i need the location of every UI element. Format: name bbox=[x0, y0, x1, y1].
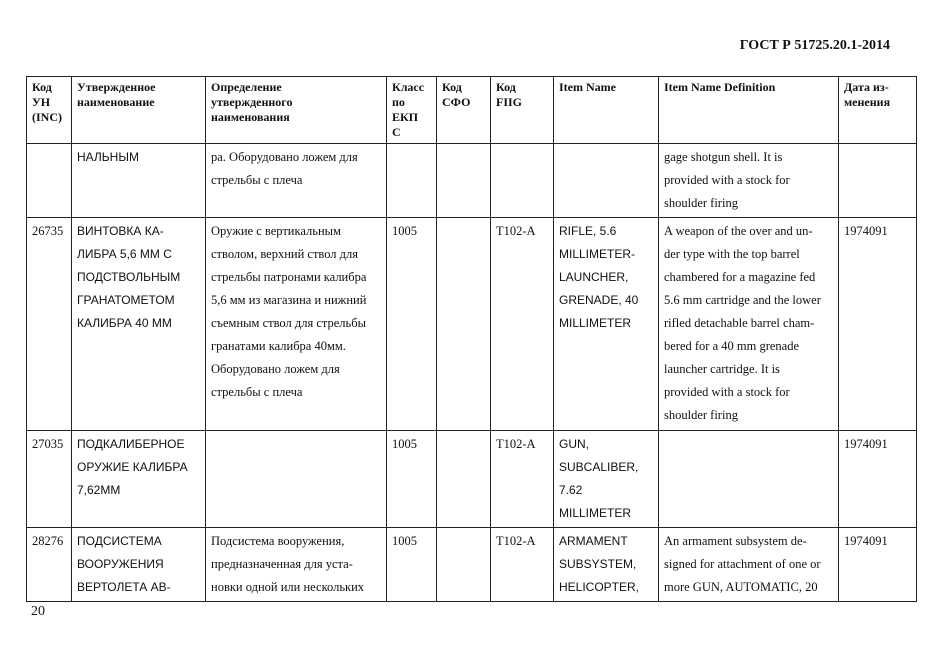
header-item-definition: Item Name Definition bbox=[659, 77, 839, 144]
cell-definition: Подсистема вооружения, предназначенная для уста- новки одной или нескольких bbox=[206, 528, 387, 602]
cell-definition: Оружие с вертикальным стволом, верхний ствол для стрельбы патронами калибра 5,6 мм из магазина и нижний съемным ствол для стрельбы гранатами калибра 40мм. Оборудовано ложем для стрельбы с плеча bbox=[206, 218, 387, 431]
cell-class: 1005 bbox=[387, 528, 437, 602]
cell-date bbox=[839, 144, 917, 218]
cell-item-name: ARMAMENT SUBSYSTEM, HELICOPTER, bbox=[554, 528, 659, 602]
cell-fiig bbox=[491, 144, 554, 218]
standard-code: ГОСТ Р 51725.20.1-2014 bbox=[739, 38, 890, 53]
table-row bbox=[27, 528, 917, 602]
page-number: 20 bbox=[31, 604, 45, 619]
cell-name: НАЛЬНЫМ bbox=[72, 144, 206, 218]
cell-date: 1974091 bbox=[839, 218, 917, 431]
cell-sfo bbox=[437, 218, 491, 431]
header-date: Дата из- менения bbox=[839, 77, 917, 144]
cell-date: 1974091 bbox=[839, 431, 917, 528]
header-name: Утвержденное наименование bbox=[72, 77, 206, 144]
cell-definition: ра. Оборудовано ложем для стрельбы с плеча bbox=[206, 144, 387, 218]
cell-item-name bbox=[554, 144, 659, 218]
header-item-name: Item Name bbox=[554, 77, 659, 144]
cell-name: ПОДСИСТЕМА ВООРУЖЕНИЯ ВЕРТОЛЕТА АВ- bbox=[72, 528, 206, 602]
cell-class bbox=[387, 144, 437, 218]
cell-name: ПОДКАЛИБЕРНОЕ ОРУЖИЕ КАЛИБРА 7,62ММ bbox=[72, 431, 206, 528]
cell-code bbox=[27, 144, 72, 218]
cell-date: 1974091 bbox=[839, 528, 917, 602]
cell-sfo bbox=[437, 528, 491, 602]
cell-item-name: GUN, SUBCALIBER, 7.62 MILLIMETER bbox=[554, 431, 659, 528]
cell-item-definition: A weapon of the over and un- der type with the top barrel chambered for a magazine fed 5.6 mm cartridge and the lower rifled detachable barrel cham- bered for a 40 mm grenade launcher cartridge. It is provided with a stock for shoulder firing bbox=[659, 218, 839, 431]
cell-item-definition: An armament subsystem de- signed for attachment of one or more GUN, AUTOMATIC, 20 bbox=[659, 528, 839, 602]
cell-sfo bbox=[437, 144, 491, 218]
cell-item-definition: gage shotgun shell. It is provided with a stock for shoulder firing bbox=[659, 144, 839, 218]
cell-fiig: T102-A bbox=[491, 431, 554, 528]
header-code: Код УН (INC) bbox=[27, 77, 72, 144]
table-row bbox=[27, 218, 917, 431]
header-definition: Определение утвержденного наименования bbox=[206, 77, 387, 144]
header-fiig: Код FIIG bbox=[491, 77, 554, 144]
cell-code: 26735 bbox=[27, 218, 72, 431]
cell-class: 1005 bbox=[387, 431, 437, 528]
cell-definition bbox=[206, 431, 387, 528]
table-row bbox=[27, 431, 917, 528]
cell-name: ВИНТОВКА КА- ЛИБРА 5,6 ММ С ПОДСТВОЛЬНЫМ ГРАНАТОМЕТОМ КАЛИБРА 40 ММ bbox=[72, 218, 206, 431]
items-table bbox=[26, 76, 917, 602]
cell-item-name: RIFLE, 5.6 MILLIMETER- LAUNCHER, GRENADE, 40 MILLIMETER bbox=[554, 218, 659, 431]
table-header-row bbox=[27, 77, 917, 144]
cell-fiig: T102-A bbox=[491, 528, 554, 602]
cell-class: 1005 bbox=[387, 218, 437, 431]
cell-item-definition bbox=[659, 431, 839, 528]
table-row bbox=[27, 144, 917, 218]
cell-code: 27035 bbox=[27, 431, 72, 528]
header-class: Класс по ЕКП С bbox=[387, 77, 437, 144]
cell-fiig: T102-A bbox=[491, 218, 554, 431]
cell-code: 28276 bbox=[27, 528, 72, 602]
header-sfo: Код СФО bbox=[437, 77, 491, 144]
cell-sfo bbox=[437, 431, 491, 528]
